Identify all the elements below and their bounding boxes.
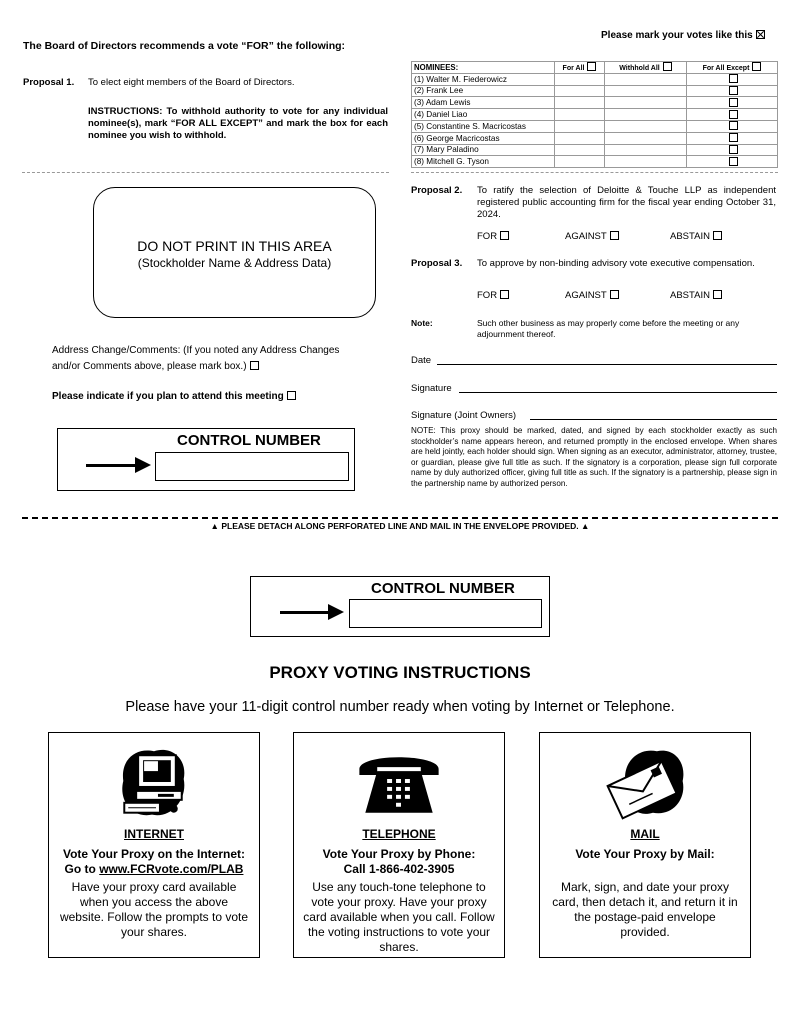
telephone-line1: Vote Your Proxy by Phone: <box>322 847 476 861</box>
detach-instruction <box>0 521 800 531</box>
internet-line1: Vote Your Proxy on the Internet: <box>62 847 246 861</box>
envelope-icon <box>540 741 750 821</box>
mail-card <box>539 732 751 958</box>
nominee-withhold-checkbox[interactable] <box>729 86 738 95</box>
table-row <box>412 120 778 132</box>
date-field[interactable] <box>437 364 777 365</box>
detach-text: PLEASE DETACH ALONG PERFORATED LINE AND MAIL IN THE ENVELOPE PROVIDED. <box>221 521 579 531</box>
divider-left <box>22 172 389 173</box>
attend-meeting-checkbox[interactable] <box>287 391 296 400</box>
nominee-name: (3) Adam Lewis <box>412 97 555 109</box>
proposal2-text: To ratify the selection of Deloitte & Touche LLP as independent registered public accounting firm for the fiscal year ending October 31, 2024. <box>477 185 776 220</box>
telephone-icon <box>294 741 504 821</box>
signature-label: Signature <box>411 383 452 394</box>
address-change-block <box>52 343 339 375</box>
nominee-withhold-checkbox[interactable] <box>729 74 738 83</box>
withhold-all-checkbox[interactable] <box>663 62 672 71</box>
nominee-withhold-checkbox[interactable] <box>729 157 738 166</box>
nominee-withhold-checkbox[interactable] <box>729 133 738 142</box>
computer-icon <box>49 741 259 821</box>
mail-subtitle: Vote Your Proxy by Mail: <box>575 847 715 861</box>
nominee-withhold-checkbox[interactable] <box>729 98 738 107</box>
signature-field[interactable] <box>459 392 777 393</box>
nominee-withhold-checkbox[interactable] <box>729 110 738 119</box>
proposal1-instructions: INSTRUCTIONS: To withhold authority to vote for any individual nominee(s), mark “FOR ALL EXCEPT” and mark the box for each nominee you wish to withhold. <box>88 106 388 141</box>
table-row <box>412 156 778 168</box>
mark-votes-instruction <box>601 30 765 41</box>
telephone-card <box>293 732 505 958</box>
nominees-header-row <box>412 62 778 74</box>
table-row <box>412 97 778 109</box>
control-number-field <box>155 452 349 481</box>
proposal3-text: To approve by non-binding advisory vote executive compensation. <box>477 258 755 269</box>
nominee-withhold-checkbox[interactable] <box>729 121 738 130</box>
proposal2-against-label: AGAINST <box>565 231 607 242</box>
control-number-title-lower: CONTROL NUMBER <box>371 580 515 597</box>
address-change-line2-row <box>52 359 339 375</box>
control-number-field-lower <box>349 599 542 628</box>
proposal3-abstain-label: ABSTAIN <box>670 290 710 301</box>
table-row <box>412 144 778 156</box>
proposal2-abstain-checkbox[interactable] <box>713 231 722 240</box>
table-row <box>412 109 778 121</box>
proposal1-label: Proposal 1. <box>23 77 75 88</box>
telephone-number: Call 1-866-402-3905 <box>343 862 455 876</box>
proxy-subtitle: Please have your 11-digit control number ready when voting by Internet or Telephone. <box>125 699 675 715</box>
signature-note: NOTE: This proxy should be marked, dated, and signed by each stockholder exactly as such stockholder’s name appears hereon, and returned promptly in the enclosed envelope. When shares are held jointly, each holder should sign. When signing as an executor, administrator, attorney, trustee, or guardian, please give full title as such. If the signatory is a corporation, please sign full corporate name by duly authorized officer, giving full title as such. If the signatory is a partnership, please sign in the partnership name by authorized person. <box>411 426 777 488</box>
nominee-name: (4) Daniel Liao <box>412 109 555 121</box>
table-row <box>412 132 778 144</box>
nominee-name: (8) Mitchell G. Tyson <box>412 156 555 168</box>
proposal2-against-checkbox[interactable] <box>610 231 619 240</box>
nominee-name: (5) Constantine S. Macricostas <box>412 120 555 132</box>
table-row <box>412 73 778 85</box>
arrow-icon <box>86 464 138 467</box>
internet-line2 <box>49 862 259 877</box>
triangle-up-icon: ▲ <box>578 521 590 531</box>
nominee-name: (2) Frank Lee <box>412 85 555 97</box>
board-recommendation: The Board of Directors recommends a vote “FOR” the following: <box>23 40 346 52</box>
note-text: Such other business as may properly come before the meeting or any adjournment thereof. <box>477 318 740 339</box>
internet-go-to: Go to <box>64 862 100 876</box>
internet-card <box>48 732 260 958</box>
perforated-line <box>22 517 778 519</box>
attend-meeting-row <box>52 391 296 402</box>
do-not-print-title: DO NOT PRINT IN THIS AREA <box>137 238 332 254</box>
telephone-body: Use any touch-tone telephone to vote your proxy. Have your proxy card available when you call. Follow the voting instructions to vote your shares. <box>303 880 495 954</box>
telephone-subtitle <box>294 847 504 877</box>
internet-title: INTERNET <box>124 827 184 841</box>
table-row <box>412 85 778 97</box>
internet-body: Have your proxy card available when you access the above website. Follow the prompts to vote your shares. <box>59 880 249 939</box>
nominees-header: NOMINEES: <box>412 62 555 74</box>
withhold-all-header <box>605 62 687 74</box>
proposal2-abstain <box>670 231 722 242</box>
for-all-except-header <box>687 62 778 74</box>
mail-title: MAIL <box>630 827 660 841</box>
nominee-name: (1) Walter M. Fiederowicz <box>412 73 555 85</box>
mail-body: Mark, sign, and date your proxy card, then detach it, and return it in the postage-paid envelope provided. <box>552 880 738 939</box>
proposal3-against-checkbox[interactable] <box>610 290 619 299</box>
nominee-withhold-checkbox[interactable] <box>729 145 738 154</box>
note-label: Note: <box>411 318 433 328</box>
date-label: Date <box>411 355 432 366</box>
for-all-header-label: For All <box>562 65 585 73</box>
proposal3-abstain <box>670 290 722 301</box>
nominee-name: (6) George Macricostas <box>412 132 555 144</box>
proposal3-for-label: FOR <box>477 290 498 301</box>
proposal3-abstain-checkbox[interactable] <box>713 290 722 299</box>
arrow-head-icon <box>328 604 344 620</box>
proposal3-for <box>477 290 509 301</box>
proposal3-against <box>565 290 619 301</box>
address-change-line2: and/or Comments above, please mark box.) <box>52 361 247 372</box>
arrow-icon <box>280 611 330 614</box>
proposal1-text: To elect eight members of the Board of Directors. <box>88 77 295 88</box>
for-all-except-header-label: For All Except <box>702 65 750 73</box>
for-all-checkbox[interactable] <box>587 62 596 71</box>
proposal3-for-checkbox[interactable] <box>500 290 509 299</box>
nominees-table <box>411 61 778 168</box>
divider-right <box>411 172 778 173</box>
proposal2-for-checkbox[interactable] <box>500 231 509 240</box>
control-number-title: CONTROL NUMBER <box>177 432 321 449</box>
address-area-box <box>93 187 376 318</box>
proposal3-against-label: AGAINST <box>565 290 607 301</box>
mark-votes-text: Please mark your votes like this <box>601 30 753 41</box>
nominee-name: (7) Mary Paladino <box>412 144 555 156</box>
proposal2-against <box>565 231 619 242</box>
sample-marked-checkbox-icon <box>756 30 765 39</box>
internet-url-link[interactable]: www.FCRvote.com/PLAB <box>99 862 244 876</box>
proposal2-for <box>477 231 509 242</box>
triangle-up-icon: ▲ <box>210 521 222 531</box>
proposal2-label: Proposal 2. <box>411 185 463 196</box>
joint-signature-field[interactable] <box>530 419 777 420</box>
address-change-checkbox[interactable] <box>250 361 259 370</box>
for-all-except-checkbox[interactable] <box>752 62 761 71</box>
telephone-title: TELEPHONE <box>362 827 436 841</box>
proposal2-for-label: FOR <box>477 231 498 242</box>
address-change-line1: Address Change/Comments: (If you noted any Address Changes <box>52 345 340 356</box>
joint-signature-label: Signature (Joint Owners) <box>411 410 517 421</box>
proposal3-label: Proposal 3. <box>411 258 463 269</box>
attend-meeting-label: Please indicate if you plan to attend this meeting <box>52 391 284 402</box>
withhold-all-header-label: Withhold All <box>619 65 660 73</box>
proxy-title: PROXY VOTING INSTRUCTIONS <box>269 663 531 682</box>
arrow-head-icon <box>135 457 151 473</box>
internet-subtitle <box>49 847 259 877</box>
for-all-header <box>555 62 605 74</box>
do-not-print-subtitle: (Stockholder Name & Address Data) <box>137 256 332 270</box>
proposal2-abstain-label: ABSTAIN <box>670 231 710 242</box>
